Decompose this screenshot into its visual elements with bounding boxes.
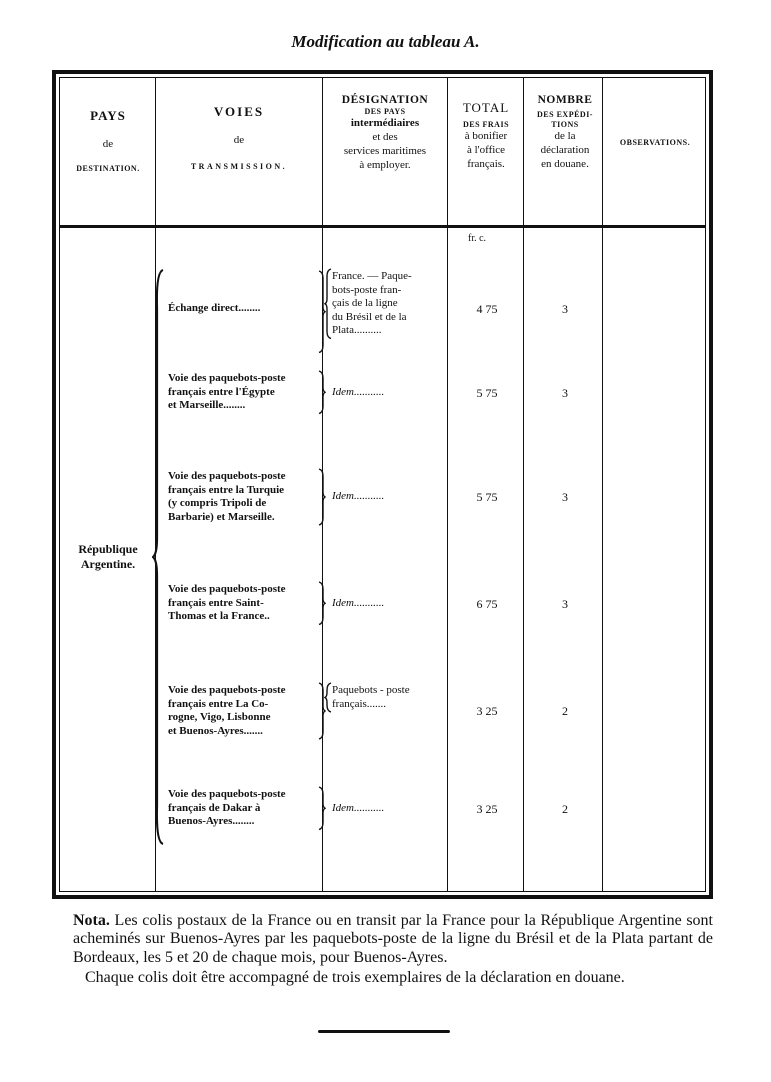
nota-label: Nota. <box>73 912 110 929</box>
designation-line: Idem........... <box>332 385 385 398</box>
header-designation: DÉSIGNATION DES PAYS intermédiaires et des services maritimes à employer. <box>341 94 429 171</box>
route-description <box>168 302 318 316</box>
header-voies: VOIES de TRANSMISSION. <box>190 104 288 171</box>
declaration-count: 2 <box>562 801 568 816</box>
route-designation <box>332 802 444 816</box>
route-line: (y compris Tripoli de <box>168 497 267 509</box>
header-observations: OBSERVATIONS. <box>619 138 691 147</box>
route-line: Barbarie) et Marseille. <box>168 510 275 523</box>
route-line: Voie des paquebots-poste <box>168 788 286 800</box>
designation-brace-icon <box>324 682 332 713</box>
route-line: et Marseille........ <box>168 399 246 411</box>
col-divider-5 <box>602 78 603 891</box>
route-line: français entre Saint- <box>168 596 264 609</box>
route-description <box>168 684 318 738</box>
declaration-count: 2 <box>562 704 568 719</box>
route-brace-icon <box>318 370 326 415</box>
route-line: Buenos-Ayres........ <box>168 815 255 827</box>
declaration-count: 3 <box>562 385 568 400</box>
designation-brace-icon <box>324 268 332 340</box>
nota-text-1: Les colis postaux de la France ou en transit par la France pour la République Argentine sont acheminés sur Buenos-Ayres par les paquebots-poste de la ligne du Brésil et de la Plata partant de Bordeaux, les 5 et 20 de chaque mois, pour Buenos-Ayres. <box>73 912 713 966</box>
designation-line: Idem........... <box>332 801 385 814</box>
designation-line: çais de la ligne <box>332 297 398 309</box>
country-name: République Argentine. <box>78 542 138 571</box>
total-fees: 4 75 <box>476 302 498 316</box>
route-line: Échange direct........ <box>168 302 261 314</box>
route-designation <box>332 270 444 338</box>
closing-rule <box>318 1030 450 1033</box>
route-brace-icon <box>318 468 326 526</box>
designation-line: France. — Paque- <box>332 270 412 282</box>
designation-line: Paquebots - poste <box>332 684 410 696</box>
total-fees: 3 25 <box>476 801 498 816</box>
designation-line: Idem........... <box>332 596 385 609</box>
page-title: Modification au tableau A. <box>291 32 480 51</box>
route-description <box>168 788 318 829</box>
route-description <box>168 372 318 413</box>
route-line: Voie des paquebots-poste <box>168 684 286 696</box>
designation-line: Idem........... <box>332 490 385 503</box>
total-fees: 5 75 <box>476 385 498 400</box>
header-total: TOTAL DES FRAIS à bonifier à l'office français. <box>462 100 510 170</box>
group-brace-icon <box>152 268 164 846</box>
route-line: Thomas et la France.. <box>168 610 270 622</box>
total-fees: 3 25 <box>476 704 498 719</box>
declaration-count: 3 <box>562 596 568 611</box>
route-brace-icon <box>318 786 326 831</box>
designation-line: du Brésil et de la <box>332 310 407 323</box>
route-line: français entre l'Égypte <box>168 385 275 398</box>
route-designation <box>332 684 444 711</box>
nota-text-2: Chaque colis doit être accompagné de trois exemplaires de la déclaration en douane. <box>85 969 625 987</box>
designation-line: français....... <box>332 697 387 710</box>
route-line: Voie des paquebots-poste <box>168 372 286 384</box>
col-divider-4 <box>523 78 524 891</box>
route-description <box>168 470 318 524</box>
route-line: et Buenos-Ayres....... <box>168 724 263 737</box>
route-line: français entre La Co- <box>168 697 269 710</box>
col-divider-3 <box>447 78 448 891</box>
route-designation <box>332 490 444 504</box>
route-line: Voie des paquebots-poste <box>168 470 286 482</box>
route-brace-icon <box>318 581 326 626</box>
route-description <box>168 583 318 624</box>
designation-line: Plata.......... <box>332 324 382 336</box>
route-line: rogne, Vigo, Lisbonne <box>168 711 271 723</box>
route-line: français de Dakar à <box>168 801 261 814</box>
route-designation <box>332 386 444 400</box>
declaration-count: 3 <box>562 490 568 505</box>
declaration-count: 3 <box>562 302 568 316</box>
route-line: Voie des paquebots-poste <box>168 583 286 595</box>
total-fees: 5 75 <box>476 490 498 505</box>
header-nombre: NOMBRE DES EXPÉDI- TIONS de la déclaration en douane. <box>537 94 593 170</box>
route-designation <box>332 597 444 611</box>
header-rule <box>60 225 705 228</box>
designation-line: bots-poste fran- <box>332 283 402 296</box>
unit-label: fr. c. <box>468 233 487 244</box>
nota-block <box>73 912 713 988</box>
header-pays: PAYS de DESTINATION. <box>76 108 140 173</box>
total-fees: 6 75 <box>476 596 498 611</box>
route-line: français entre la Turquie <box>168 483 285 496</box>
